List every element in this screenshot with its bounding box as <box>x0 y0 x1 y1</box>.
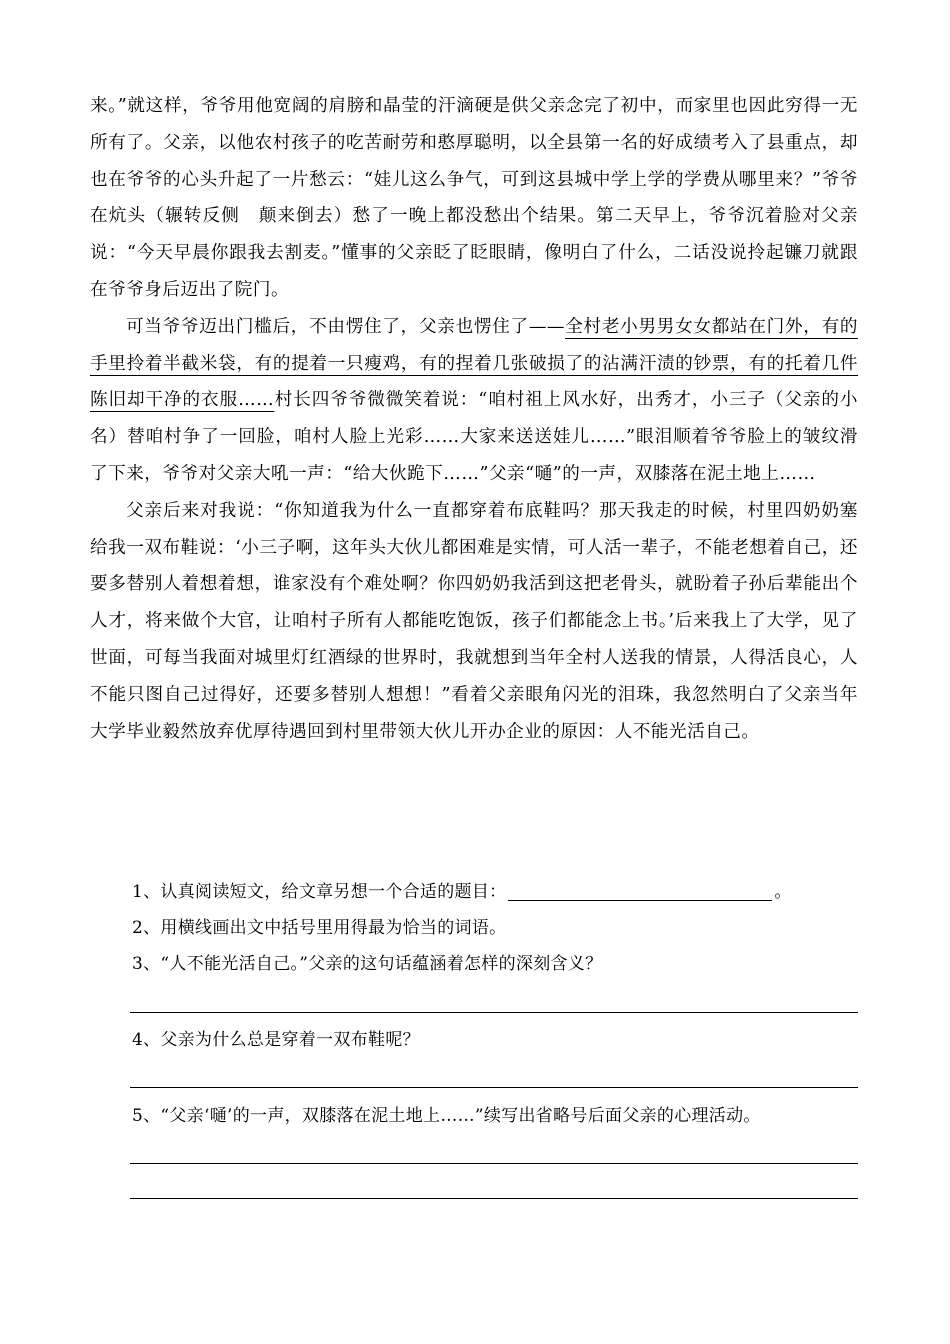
question-3-answer-line[interactable] <box>130 1012 858 1013</box>
paragraph-2-lead: 可当爷爷迈出门槛后，不由愣住了，父亲也愣住了—— <box>126 316 566 337</box>
question-5-answer-line-1[interactable] <box>130 1163 858 1164</box>
question-2: 2、用横线画出文中括号里用得最为恰当的词语。 <box>132 918 507 938</box>
question-1-text: 1、认真阅读短文，给文章另想一个合适的题目： <box>132 882 507 902</box>
paragraph-2 <box>90 309 858 493</box>
question-1-end: 。 <box>774 882 792 902</box>
paragraph-1: 来。”就这样，爷爷用他宽阔的肩膀和晶莹的汗滴硬是供父亲念完了初中，而家里也因此穷得一无所有了。父亲，以他农村孩子的吃苦耐劳和憨厚聪明，以全县第一名的好成绩考入了县重点，却也在爷爷的心头升起了一片愁云：“娃儿这么争气，可到这县城中学上学的学费从哪里来？”爷爷在炕头（辗转反侧 颠来倒去）愁了一晚上都没愁出个结果。第二天早上，爷爷沉着脸对父亲说：“今天早晨你跟我去割麦。”懂事的父亲眨了眨眼睛，像明白了什么，二话没说拎起镰刀就跟在爷爷身后迈出了院门。 <box>90 96 858 300</box>
title-answer-blank[interactable] <box>508 878 772 901</box>
underlined-sentence: 全村老小男男女女都站在门外，有的手里拎着半截米袋，有的提着一只瘦鸡，有的捏着几张破损了的沾满汗渍的钞票，有的托着几件陈旧却干净的衣服…… <box>90 316 858 411</box>
question-5-answer-line-2[interactable] <box>130 1198 858 1199</box>
paragraph-2-rest: 村长四爷爷微微笑着说：“咱村祖上风水好，出秀才，小三子（父亲的小名）替咱村争了一回脸，咱村人脸上光彩……大家来送送娃儿……”眼泪顺着爷爷脸上的皱纹滑了下来，爷爷对父亲大吼一声：“给大伙跪下……”父亲“嗵”的一声，双膝落在泥土地上…… <box>90 390 858 484</box>
question-3: 3、“人不能光活自己。”父亲的这句话蕴涵着怎样的深刻含义？ <box>132 954 603 974</box>
question-4: 4、父亲为什么总是穿着一双布鞋呢？ <box>132 1030 420 1050</box>
reading-passage <box>90 88 858 750</box>
question-1 <box>132 874 792 910</box>
question-4-answer-line[interactable] <box>130 1087 858 1088</box>
question-5: 5、“父亲‘嗵’的一声，双膝落在泥土地上……”续写出省略号后面父亲的心理活动。 <box>132 1106 761 1126</box>
paragraph-3: 父亲后来对我说：“你知道我为什么一直都穿着布底鞋吗？那天我走的时候，村里四奶奶塞给我一双布鞋说：‘小三子啊，这年头大伙儿都困难是实情，可人活一辈子，不能老想着自己，还要多替别人着想着想，谁家没有个难处啊？你四奶奶我活到这把老骨头，就盼着子孙后辈能出个人才，将来做个大官，让咱村子所有人都能吃饱饭，孩子们都能念上书。’后来我上了大学，见了世面，可每当我面对城里灯红酒绿的世界时，我就想到当年全村人送我的情景，人得活良心，人不能只图自己过得好，还要多替别人想想！”看着父亲眼角闪光的泪珠，我忽然明白了父亲当年大学毕业毅然放弃优厚待遇回到村里带领大伙儿开办企业的原因：人不能光活自己。 <box>90 500 858 742</box>
